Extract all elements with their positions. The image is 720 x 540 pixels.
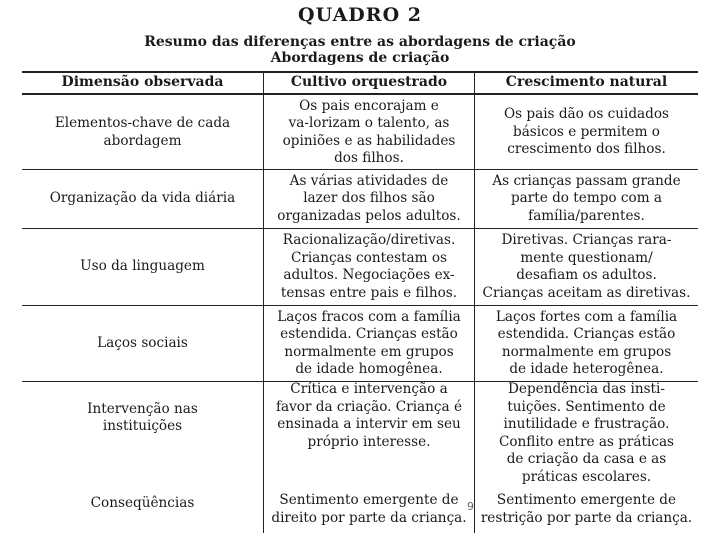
row-6-cultivo: Sentimento emergente de direito por parte da criança. [271, 492, 467, 526]
row-4-cultivo: Laços fracos com a família estendida. Crianças estão normalmente em grupos de idade homogênea. [277, 308, 461, 377]
row-2-cultivo: As várias atividades de lazer dos filhos são organizadas pelos adultos. [277, 172, 461, 224]
row-6-dimension: Conseqüências [90, 495, 195, 512]
row-5-natural: Dependência das insti- tuições. Sentimento de inutilidade e frustração. Conflito entre as práticas de criação da casa e as práticas escolares. [498, 381, 675, 485]
header-cultivo: Cultivo orquestrado [290, 74, 448, 91]
row-2-natural: As crianças passam grande parte do tempo com a família/parentes. [492, 172, 681, 224]
row-4-dimension: Laços sociais [97, 334, 188, 351]
header-natural: Crescimento natural [505, 74, 668, 91]
table-subtitle: Resumo das diferenças entre as abordagens de criação [144, 34, 576, 50]
row-3-natural: Diretivas. Crianças rara- mente questionam/ desafiam os adultos. Crianças aceitam as diretivas. [482, 232, 691, 301]
table-title: QUADRO 2 [298, 4, 422, 26]
page-number: 9 [467, 500, 474, 513]
row-5-dimension: Intervenção nas instituições [87, 400, 198, 434]
row-3-cultivo: Racionalização/diretivas. Crianças contestam os adultos. Negociações ex- tensas entre pais e filhos. [280, 232, 458, 301]
row-3-dimension: Uso da linguagem [80, 258, 205, 275]
row-5-cultivo: Crítica e intervenção a favor da criação. Criança é ensinada a intervir em seu próprio interesse. [275, 381, 462, 450]
rule-header-bottom [22, 93, 698, 95]
header-dimension: Dimensão observada [61, 74, 224, 91]
row-4-natural: Laços fortes com a família estendida. Crianças estão normalmente em grupos de idade heterogênea. [495, 308, 678, 377]
row-1-dimension: Elementos-chave de cada abordagem [54, 115, 231, 149]
row-6-natural: Sentimento emergente de restrição por parte da criança. [480, 492, 693, 526]
table-subtitle-secondary: Abordagens de criação [270, 50, 450, 66]
row-1-natural: Os pais dão os cuidados básicos e permitem o crescimento dos filhos. [503, 106, 670, 158]
row-1-cultivo: Os pais encorajam e va-lorizam o talento, as opiniões e as habilidades dos filhos. [282, 97, 456, 166]
row-2-dimension: Organização da vida diária [49, 190, 236, 207]
